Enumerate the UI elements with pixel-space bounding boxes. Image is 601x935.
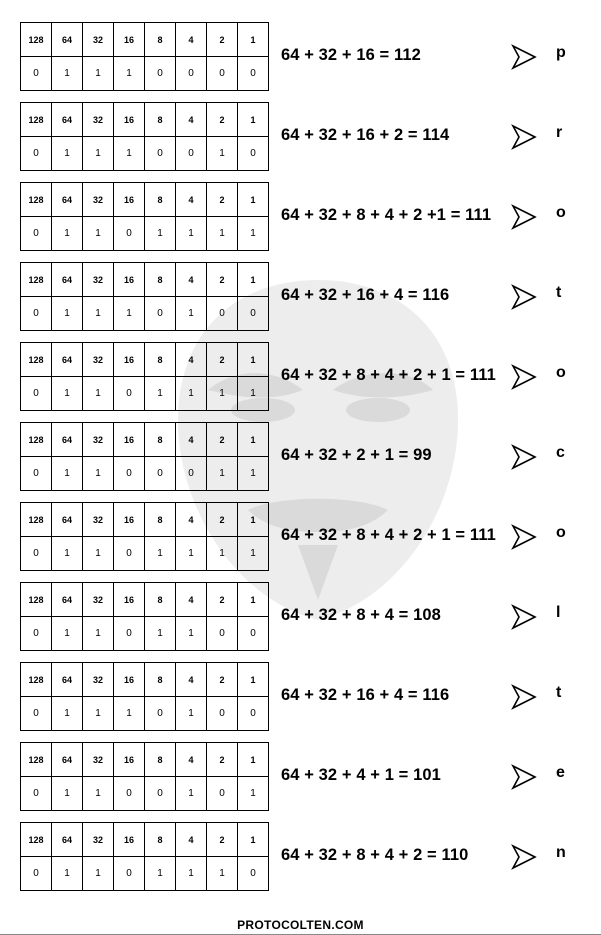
- place-value-cell: 1: [238, 583, 269, 617]
- place-value-cell: 32: [83, 503, 114, 537]
- binary-row: [20, 662, 580, 732]
- place-value-cell: 1: [238, 743, 269, 777]
- bit-cell: 0: [207, 697, 238, 731]
- place-value-cell: 2: [207, 743, 238, 777]
- binary-table: [20, 662, 269, 731]
- bit-cell: 0: [114, 377, 145, 411]
- place-value-cell: 64: [52, 663, 83, 697]
- place-value-cell: 2: [207, 343, 238, 377]
- place-value-cell: 64: [52, 23, 83, 57]
- place-value-cell: 8: [145, 423, 176, 457]
- place-value-row: [21, 263, 269, 297]
- place-value-cell: 16: [114, 663, 145, 697]
- binary-table: [20, 182, 269, 251]
- bit-cell: 1: [207, 457, 238, 491]
- bit-value-row: [21, 217, 269, 251]
- sum-equation: 64 + 32 + 8 + 4 + 2 +1 = 111: [281, 206, 492, 224]
- bit-cell: 0: [238, 617, 269, 651]
- place-value-cell: 64: [52, 343, 83, 377]
- place-value-cell: 8: [145, 103, 176, 137]
- binary-row: [20, 422, 580, 492]
- bit-cell: 1: [207, 137, 238, 171]
- place-value-cell: 32: [83, 343, 114, 377]
- place-value-cell: 64: [52, 823, 83, 857]
- bit-cell: 1: [83, 297, 114, 331]
- bit-cell: 1: [176, 697, 207, 731]
- place-value-cell: 64: [52, 103, 83, 137]
- binary-table: [20, 742, 269, 811]
- bit-value-row: [21, 617, 269, 651]
- bit-cell: 1: [145, 217, 176, 251]
- bit-cell: 1: [52, 857, 83, 891]
- bit-cell: 1: [83, 137, 114, 171]
- bit-cell: 0: [21, 457, 52, 491]
- bit-cell: 1: [207, 217, 238, 251]
- bit-cell: 0: [114, 457, 145, 491]
- bit-cell: 0: [207, 617, 238, 651]
- arrow-right-icon: [511, 284, 537, 310]
- decoded-letter: e: [556, 764, 565, 781]
- place-value-cell: 4: [176, 183, 207, 217]
- bit-cell: 1: [207, 377, 238, 411]
- arrow-right-icon: [511, 764, 537, 790]
- place-value-cell: 8: [145, 583, 176, 617]
- bit-value-row: [21, 857, 269, 891]
- place-value-cell: 32: [83, 23, 114, 57]
- place-value-cell: 128: [21, 343, 52, 377]
- place-value-cell: 2: [207, 183, 238, 217]
- bit-cell: 0: [21, 617, 52, 651]
- bit-cell: 1: [83, 377, 114, 411]
- binary-row: [20, 582, 580, 652]
- place-value-cell: 1: [238, 263, 269, 297]
- bit-value-row: [21, 697, 269, 731]
- place-value-cell: 8: [145, 183, 176, 217]
- decoded-letter: p: [556, 44, 566, 61]
- place-value-row: [21, 23, 269, 57]
- place-value-cell: 1: [238, 823, 269, 857]
- bit-cell: 0: [238, 57, 269, 91]
- place-value-cell: 4: [176, 103, 207, 137]
- bit-cell: 1: [83, 457, 114, 491]
- bit-cell: 0: [176, 457, 207, 491]
- bit-cell: 0: [207, 777, 238, 811]
- bit-cell: 1: [176, 297, 207, 331]
- bit-cell: 0: [145, 777, 176, 811]
- bit-cell: 0: [145, 297, 176, 331]
- place-value-row: [21, 583, 269, 617]
- place-value-cell: 16: [114, 423, 145, 457]
- bit-cell: 0: [21, 297, 52, 331]
- bit-value-row: [21, 57, 269, 91]
- bit-cell: 1: [52, 57, 83, 91]
- bit-cell: 0: [114, 617, 145, 651]
- place-value-cell: 1: [238, 503, 269, 537]
- place-value-cell: 128: [21, 103, 52, 137]
- binary-table: [20, 22, 269, 91]
- bit-cell: 1: [176, 777, 207, 811]
- arrow-right-icon: [511, 844, 537, 870]
- bit-cell: 1: [176, 617, 207, 651]
- bit-cell: 0: [21, 537, 52, 571]
- place-value-cell: 128: [21, 263, 52, 297]
- decoded-letter: l: [556, 604, 561, 621]
- binary-table: [20, 502, 269, 571]
- bit-cell: 1: [238, 457, 269, 491]
- place-value-cell: 32: [83, 823, 114, 857]
- bit-cell: 0: [21, 377, 52, 411]
- place-value-cell: 8: [145, 663, 176, 697]
- place-value-cell: 64: [52, 583, 83, 617]
- bit-cell: 1: [52, 697, 83, 731]
- binary-table: [20, 102, 269, 171]
- binary-row: [20, 22, 580, 92]
- bit-cell: 0: [21, 57, 52, 91]
- bit-cell: 1: [52, 217, 83, 251]
- place-value-cell: 32: [83, 663, 114, 697]
- bit-cell: 1: [83, 617, 114, 651]
- place-value-row: [21, 343, 269, 377]
- sum-equation: 64 + 32 + 8 + 4 + 2 = 110: [281, 846, 469, 864]
- bit-cell: 1: [52, 777, 83, 811]
- binary-table: [20, 262, 269, 331]
- place-value-row: [21, 743, 269, 777]
- place-value-cell: 8: [145, 503, 176, 537]
- decoded-letter: o: [556, 204, 566, 221]
- place-value-cell: 32: [83, 263, 114, 297]
- arrow-right-icon: [511, 124, 537, 150]
- place-value-cell: 4: [176, 263, 207, 297]
- sum-equation: 64 + 32 + 8 + 4 + 2 + 1 = 111: [281, 366, 496, 384]
- place-value-row: [21, 663, 269, 697]
- bit-cell: 1: [52, 617, 83, 651]
- place-value-cell: 4: [176, 823, 207, 857]
- place-value-cell: 16: [114, 583, 145, 617]
- place-value-cell: 16: [114, 503, 145, 537]
- bit-cell: 1: [176, 217, 207, 251]
- place-value-cell: 2: [207, 423, 238, 457]
- binary-table: [20, 582, 269, 651]
- bit-cell: 0: [145, 457, 176, 491]
- bit-cell: 1: [83, 217, 114, 251]
- place-value-cell: 4: [176, 503, 207, 537]
- place-value-cell: 16: [114, 743, 145, 777]
- arrow-right-icon: [511, 44, 537, 70]
- place-value-cell: 4: [176, 23, 207, 57]
- place-value-cell: 4: [176, 423, 207, 457]
- place-value-cell: 8: [145, 263, 176, 297]
- place-value-cell: 1: [238, 103, 269, 137]
- bit-cell: 1: [145, 857, 176, 891]
- arrow-right-icon: [511, 604, 537, 630]
- place-value-cell: 128: [21, 743, 52, 777]
- bit-cell: 1: [238, 777, 269, 811]
- bit-value-row: [21, 457, 269, 491]
- binary-table: [20, 342, 269, 411]
- sum-equation: 64 + 32 + 2 + 1 = 99: [281, 446, 432, 464]
- bit-cell: 0: [21, 697, 52, 731]
- place-value-cell: 2: [207, 583, 238, 617]
- place-value-cell: 64: [52, 183, 83, 217]
- bit-cell: 1: [207, 857, 238, 891]
- bit-cell: 0: [114, 777, 145, 811]
- place-value-cell: 16: [114, 23, 145, 57]
- decoded-letter: t: [556, 684, 562, 701]
- footer-website: PROTOCOLTEN.COM: [237, 918, 364, 932]
- arrow-right-icon: [511, 684, 537, 710]
- place-value-cell: 16: [114, 343, 145, 377]
- binary-row: [20, 182, 580, 252]
- place-value-cell: 16: [114, 103, 145, 137]
- bit-value-row: [21, 377, 269, 411]
- decoded-letter: r: [556, 124, 563, 141]
- bit-cell: 1: [114, 137, 145, 171]
- binary-row: [20, 342, 580, 412]
- bit-cell: 1: [176, 857, 207, 891]
- bit-cell: 0: [238, 857, 269, 891]
- place-value-cell: 16: [114, 263, 145, 297]
- place-value-cell: 128: [21, 583, 52, 617]
- decoded-letter: o: [556, 524, 566, 541]
- place-value-cell: 16: [114, 823, 145, 857]
- bit-cell: 0: [238, 297, 269, 331]
- bit-cell: 1: [114, 697, 145, 731]
- place-value-cell: 2: [207, 503, 238, 537]
- bit-value-row: [21, 297, 269, 331]
- binary-table: [20, 822, 269, 891]
- place-value-cell: 128: [21, 23, 52, 57]
- bit-cell: 1: [145, 377, 176, 411]
- place-value-cell: 1: [238, 183, 269, 217]
- bit-cell: 1: [52, 297, 83, 331]
- decoded-letter: o: [556, 364, 566, 381]
- bit-cell: 0: [145, 57, 176, 91]
- bit-cell: 0: [21, 777, 52, 811]
- place-value-cell: 64: [52, 423, 83, 457]
- place-value-cell: 2: [207, 103, 238, 137]
- sum-equation: 64 + 32 + 16 = 112: [281, 46, 421, 64]
- bit-cell: 1: [238, 537, 269, 571]
- place-value-cell: 32: [83, 583, 114, 617]
- bit-cell: 1: [176, 537, 207, 571]
- place-value-cell: 1: [238, 423, 269, 457]
- bit-cell: 1: [145, 617, 176, 651]
- place-value-cell: 128: [21, 503, 52, 537]
- place-value-cell: 1: [238, 23, 269, 57]
- bit-value-row: [21, 537, 269, 571]
- sum-equation: 64 + 32 + 16 + 4 = 116: [281, 686, 450, 704]
- bit-cell: 1: [83, 537, 114, 571]
- place-value-cell: 8: [145, 823, 176, 857]
- place-value-cell: 4: [176, 583, 207, 617]
- place-value-cell: 2: [207, 823, 238, 857]
- bit-cell: 1: [52, 137, 83, 171]
- bit-cell: 0: [21, 857, 52, 891]
- place-value-row: [21, 103, 269, 137]
- place-value-cell: 32: [83, 183, 114, 217]
- sum-equation: 64 + 32 + 16 + 2 = 114: [281, 126, 450, 144]
- bit-cell: 1: [207, 537, 238, 571]
- bit-cell: 0: [207, 57, 238, 91]
- binary-row: [20, 262, 580, 332]
- decoded-letter: t: [556, 284, 562, 301]
- bit-cell: 1: [83, 777, 114, 811]
- place-value-cell: 2: [207, 263, 238, 297]
- bit-cell: 0: [238, 137, 269, 171]
- place-value-cell: 128: [21, 423, 52, 457]
- place-value-cell: 1: [238, 663, 269, 697]
- sum-equation: 64 + 32 + 8 + 4 = 108: [281, 606, 441, 624]
- place-value-cell: 4: [176, 663, 207, 697]
- bit-cell: 1: [52, 537, 83, 571]
- place-value-cell: 2: [207, 23, 238, 57]
- bit-cell: 0: [145, 137, 176, 171]
- place-value-cell: 32: [83, 423, 114, 457]
- place-value-cell: 64: [52, 743, 83, 777]
- bit-value-row: [21, 137, 269, 171]
- decoded-letter: n: [556, 844, 566, 861]
- place-value-cell: 128: [21, 183, 52, 217]
- bit-cell: 0: [176, 137, 207, 171]
- place-value-row: [21, 183, 269, 217]
- place-value-cell: 64: [52, 503, 83, 537]
- place-value-cell: 128: [21, 823, 52, 857]
- bit-cell: 1: [83, 697, 114, 731]
- binary-row: [20, 502, 580, 572]
- place-value-cell: 4: [176, 343, 207, 377]
- place-value-cell: 4: [176, 743, 207, 777]
- bit-cell: 1: [238, 377, 269, 411]
- arrow-right-icon: [511, 524, 537, 550]
- bit-cell: 1: [52, 457, 83, 491]
- bit-cell: 0: [21, 217, 52, 251]
- bit-cell: 1: [238, 217, 269, 251]
- bit-cell: 1: [83, 857, 114, 891]
- place-value-row: [21, 503, 269, 537]
- binary-row: [20, 102, 580, 172]
- arrow-right-icon: [511, 204, 537, 230]
- bit-cell: 0: [21, 137, 52, 171]
- place-value-row: [21, 423, 269, 457]
- bit-cell: 1: [83, 57, 114, 91]
- bit-cell: 0: [114, 217, 145, 251]
- bit-cell: 1: [114, 57, 145, 91]
- binary-row: [20, 742, 580, 812]
- place-value-cell: 1: [238, 343, 269, 377]
- place-value-cell: 8: [145, 23, 176, 57]
- place-value-row: [21, 823, 269, 857]
- sum-equation: 64 + 32 + 16 + 4 = 116: [281, 286, 450, 304]
- sum-equation: 64 + 32 + 8 + 4 + 2 + 1 = 111: [281, 526, 496, 544]
- place-value-cell: 8: [145, 743, 176, 777]
- arrow-right-icon: [511, 444, 537, 470]
- bit-cell: 0: [114, 537, 145, 571]
- place-value-cell: 16: [114, 183, 145, 217]
- place-value-cell: 128: [21, 663, 52, 697]
- bit-cell: 0: [145, 697, 176, 731]
- bit-cell: 1: [114, 297, 145, 331]
- place-value-cell: 32: [83, 743, 114, 777]
- bit-cell: 1: [176, 377, 207, 411]
- binary-row: [20, 822, 580, 892]
- bit-cell: 0: [176, 57, 207, 91]
- bit-cell: 0: [238, 697, 269, 731]
- bit-cell: 0: [207, 297, 238, 331]
- place-value-cell: 64: [52, 263, 83, 297]
- place-value-cell: 32: [83, 103, 114, 137]
- bit-cell: 0: [114, 857, 145, 891]
- sum-equation: 64 + 32 + 4 + 1 = 101: [281, 766, 441, 784]
- bit-cell: 1: [52, 377, 83, 411]
- place-value-cell: 8: [145, 343, 176, 377]
- arrow-right-icon: [511, 364, 537, 390]
- decoded-letter: c: [556, 444, 565, 461]
- bit-value-row: [21, 777, 269, 811]
- binary-table: [20, 422, 269, 491]
- bit-cell: 1: [145, 537, 176, 571]
- place-value-cell: 2: [207, 663, 238, 697]
